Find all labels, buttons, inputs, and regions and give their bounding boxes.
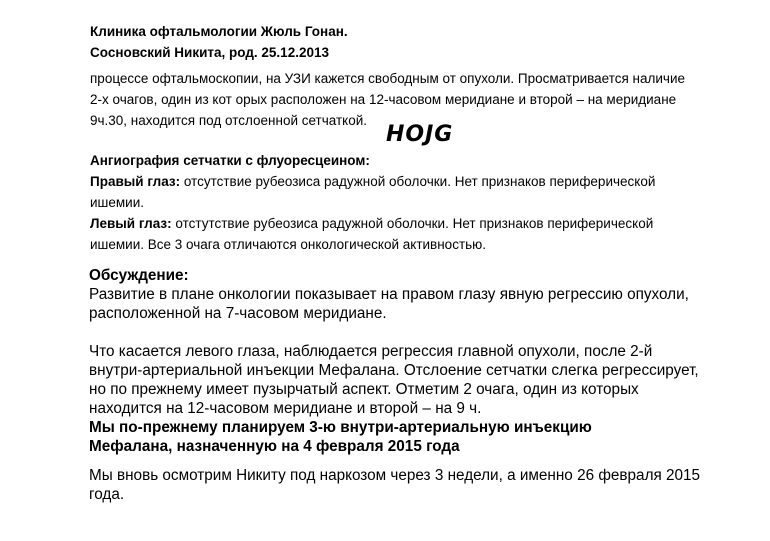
- discussion-line: внутри-артериальной инъекции Мефалана. Отслоение сетчатки слегка регрессирует,: [89, 362, 699, 379]
- patient-name: Сосновский Никита, род. 25.12.2013: [90, 45, 329, 60]
- left-eye-text: отстутствие рубеозиса радужной оболочки. Нет признаков периферической: [171, 216, 654, 231]
- followup-line: года.: [89, 486, 125, 503]
- intro-line: процессе офтальмоскопии, на УЗИ кажется свободным от опухоли. Просматривается наличие: [90, 71, 686, 86]
- right-eye-line: ишемии.: [90, 195, 144, 210]
- discussion-heading: Обсуждение:: [89, 267, 189, 284]
- right-eye-line: [90, 171, 655, 192]
- discussion-line: находится на 12-часовом меридиане и второй – на 9 ч.: [89, 400, 482, 417]
- right-eye-text: отсутствие рубеозиса радужной оболочки. Нет признаков периферической: [180, 174, 656, 189]
- intro-line: 2-х очагов, один из кот орых расположен на 12-часовом меридиане и второй – на меридиане: [90, 92, 677, 107]
- right-eye-label: Правый глаз:: [90, 174, 181, 189]
- plan-line: Мефалана, назначенную на 4 февраля 2015 года: [89, 438, 460, 455]
- intro-line: 9ч.30, находится под отслоенной сетчаткой.: [90, 113, 368, 128]
- left-eye-label: Левый глаз:: [90, 216, 172, 231]
- hojg-stamp: HOJG: [386, 122, 454, 147]
- discussion-line: расположенной на 7-часовом меридиане.: [89, 305, 387, 322]
- discussion-line: Что касается левого глаза, наблюдается регрессия главной опухоли, после 2-й: [89, 343, 653, 360]
- followup-line: Мы вновь осмотрим Никиту под наркозом через 3 недели, а именно 26 февраля 2015: [89, 467, 701, 484]
- left-eye-line: ишемии. Все 3 очага отличаются онкологической активностью.: [90, 237, 487, 252]
- discussion-line: Развитие в плане онкологии показывает на правом глазу явную регрессию опухоли,: [89, 286, 689, 303]
- discussion-line: но по прежнему имеет пузырчатый аспект. Отметим 2 очага, один из которых: [89, 381, 639, 398]
- plan-line: Мы по-прежнему планируем 3-ю внутри-артериальную инъекцию: [89, 419, 592, 436]
- angiography-heading: Ангиография сетчатки с флуоресцеином:: [90, 153, 370, 168]
- clinic-name: Клиника офтальмологии Жюль Гонан.: [90, 24, 348, 39]
- left-eye-line: [90, 213, 653, 234]
